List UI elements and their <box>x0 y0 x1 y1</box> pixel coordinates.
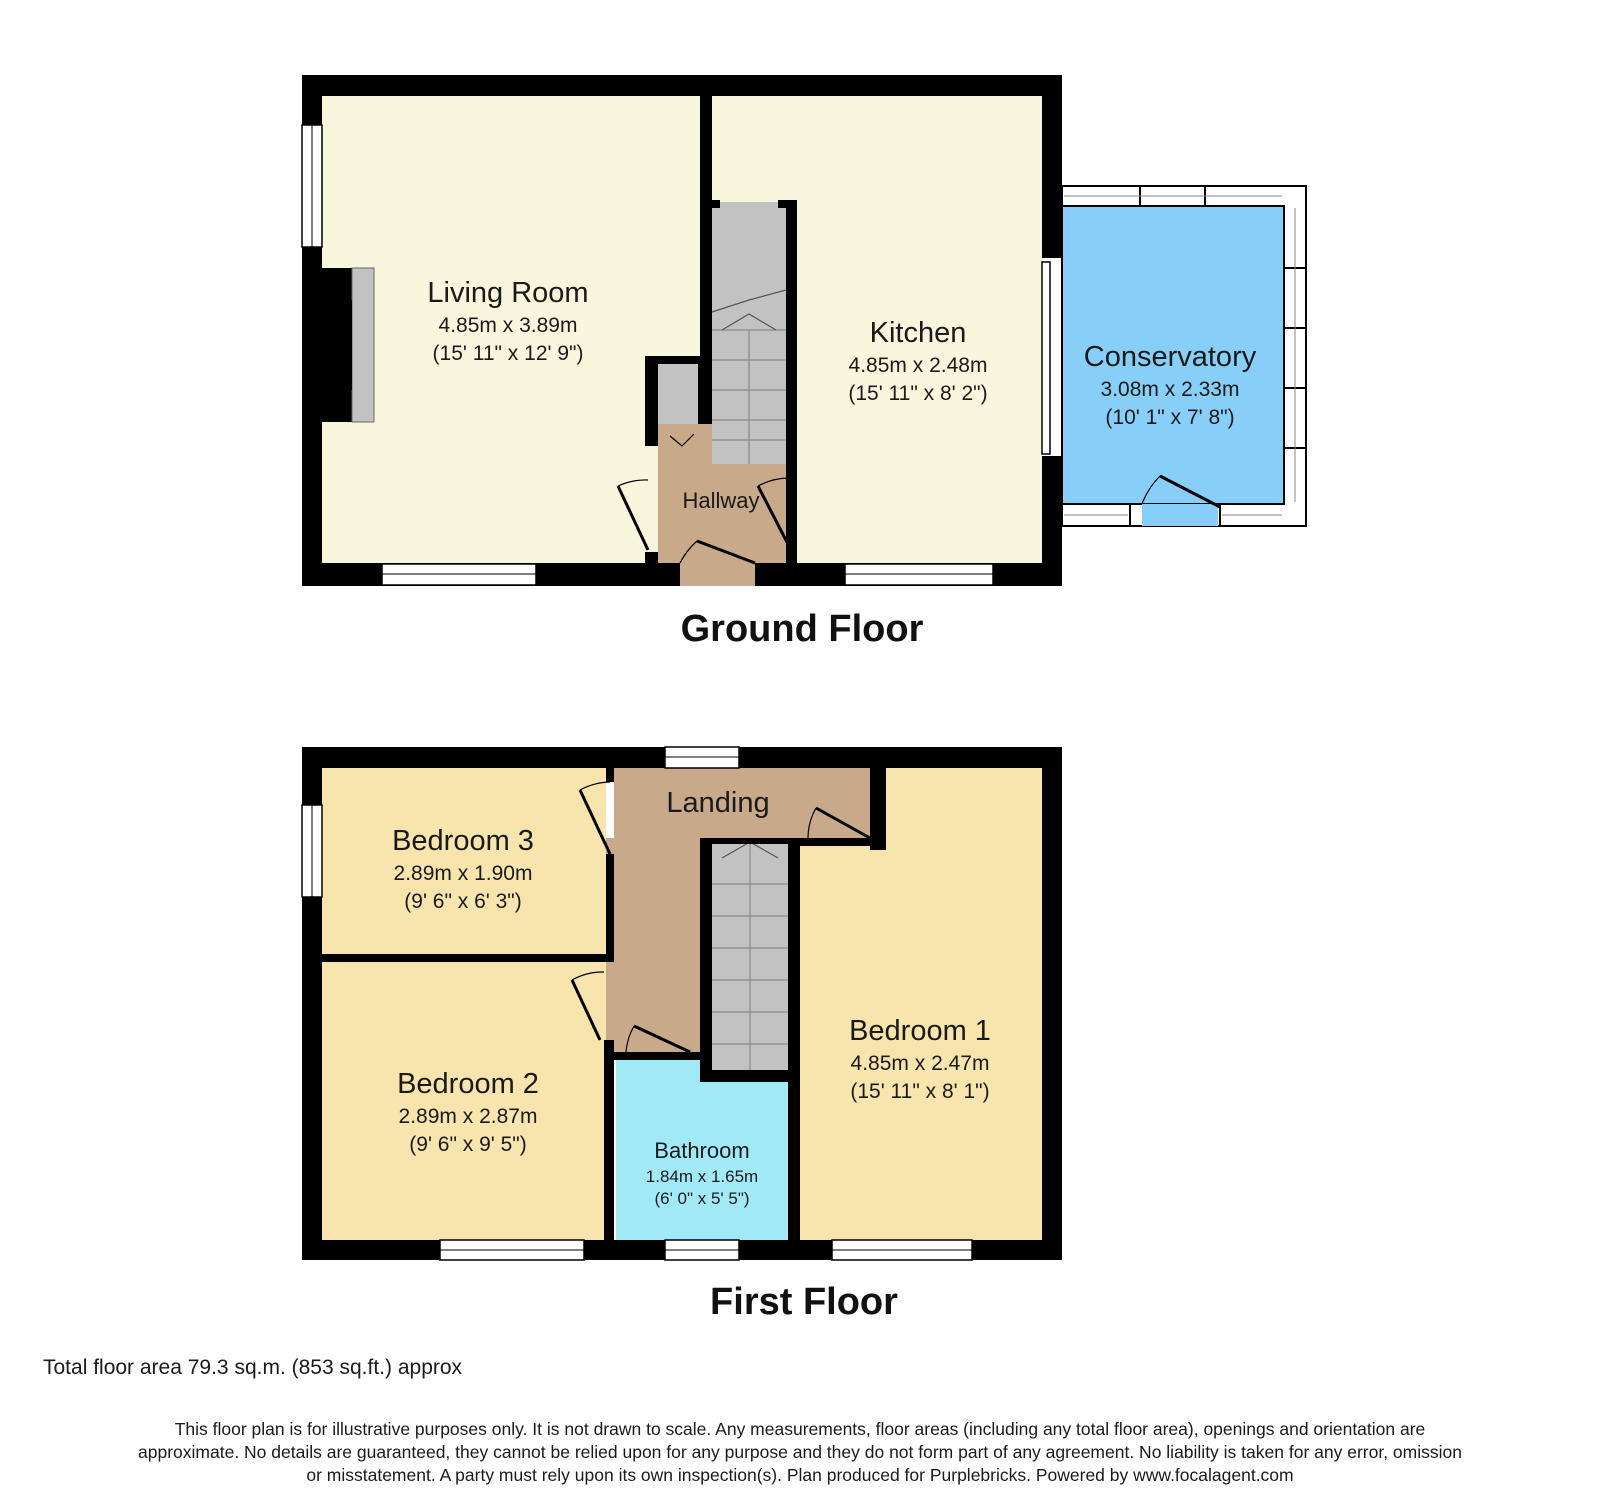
bedroom-2-imperial: (9' 6" x 9' 5") <box>409 1133 527 1156</box>
first-floor-title: First Floor <box>710 1281 898 1323</box>
landing-name: Landing <box>666 787 770 819</box>
conservatory-door-opening <box>1142 504 1218 526</box>
bedroom-1-metric: 4.85m x 2.47m <box>850 1052 990 1075</box>
bedroom-2-name: Bedroom 2 <box>397 1068 539 1100</box>
living-room-metric: 4.85m x 3.89m <box>438 314 578 337</box>
landing-corridor-floor <box>606 838 702 1060</box>
conservatory-metric: 3.08m x 2.33m <box>1100 378 1240 401</box>
bedroom-3-name: Bedroom 3 <box>392 825 534 857</box>
bathroom-imperial: (6' 0" x 5' 5") <box>654 1189 750 1208</box>
hallway-name: Hallway <box>682 488 760 513</box>
ground-floor-title: Ground Floor <box>680 608 924 650</box>
bedroom-2-metric: 2.89m x 2.87m <box>398 1105 538 1128</box>
bathroom-metric: 1.84m x 1.65m <box>645 1167 759 1186</box>
kitchen-name: Kitchen <box>869 317 967 349</box>
bathroom-name: Bathroom <box>654 1138 750 1163</box>
front-door-opening <box>680 563 755 586</box>
kitchen-metric: 4.85m x 2.48m <box>848 354 988 377</box>
living-room-imperial: (15' 11" x 12' 9") <box>432 342 584 365</box>
cupboard-floor <box>658 364 698 424</box>
bedroom-1-imperial: (15' 11" x 8' 1") <box>850 1080 990 1103</box>
total-floor-area: Total floor area 79.3 sq.m. (853 sq.ft.) approx <box>43 1356 463 1379</box>
conservatory-name: Conservatory <box>1083 341 1257 373</box>
first-floor-plan <box>302 747 1062 1323</box>
fireplace <box>352 268 374 422</box>
disclaimer-line: This floor plan is for illustrative purposes only. It is not drawn to scale. Any measurements, floor areas (including any total floor area), openings and orientation are <box>174 1419 1426 1439</box>
bedroom-1-name: Bedroom 1 <box>849 1015 991 1047</box>
conservatory-imperial: (10' 1" x 7' 8") <box>1105 406 1235 429</box>
bedroom-3-metric: 2.89m x 1.90m <box>393 862 533 885</box>
kitchen-imperial: (15' 11" x 8' 2") <box>848 382 988 405</box>
ground-floor-plan <box>302 75 1306 650</box>
disclaimer-line: or misstatement. A party must rely upon its own inspection(s). Plan produced for Purplebricks. Powered by www.focalagent.com <box>306 1465 1294 1485</box>
disclaimer-line: approximate. No details are guaranteed, they cannot be relied upon for any purpose and they do not form part of any agreement. No liability is taken for any error, omission <box>138 1442 1462 1462</box>
disclaimer <box>30 1418 1570 1487</box>
fireplace-hearth <box>322 300 352 390</box>
bedroom-3-floor <box>322 768 606 954</box>
bedroom-2-floor <box>322 962 606 1240</box>
living-room-name: Living Room <box>427 277 589 309</box>
bedroom-3-imperial: (9' 6" x 6' 3") <box>404 890 522 913</box>
